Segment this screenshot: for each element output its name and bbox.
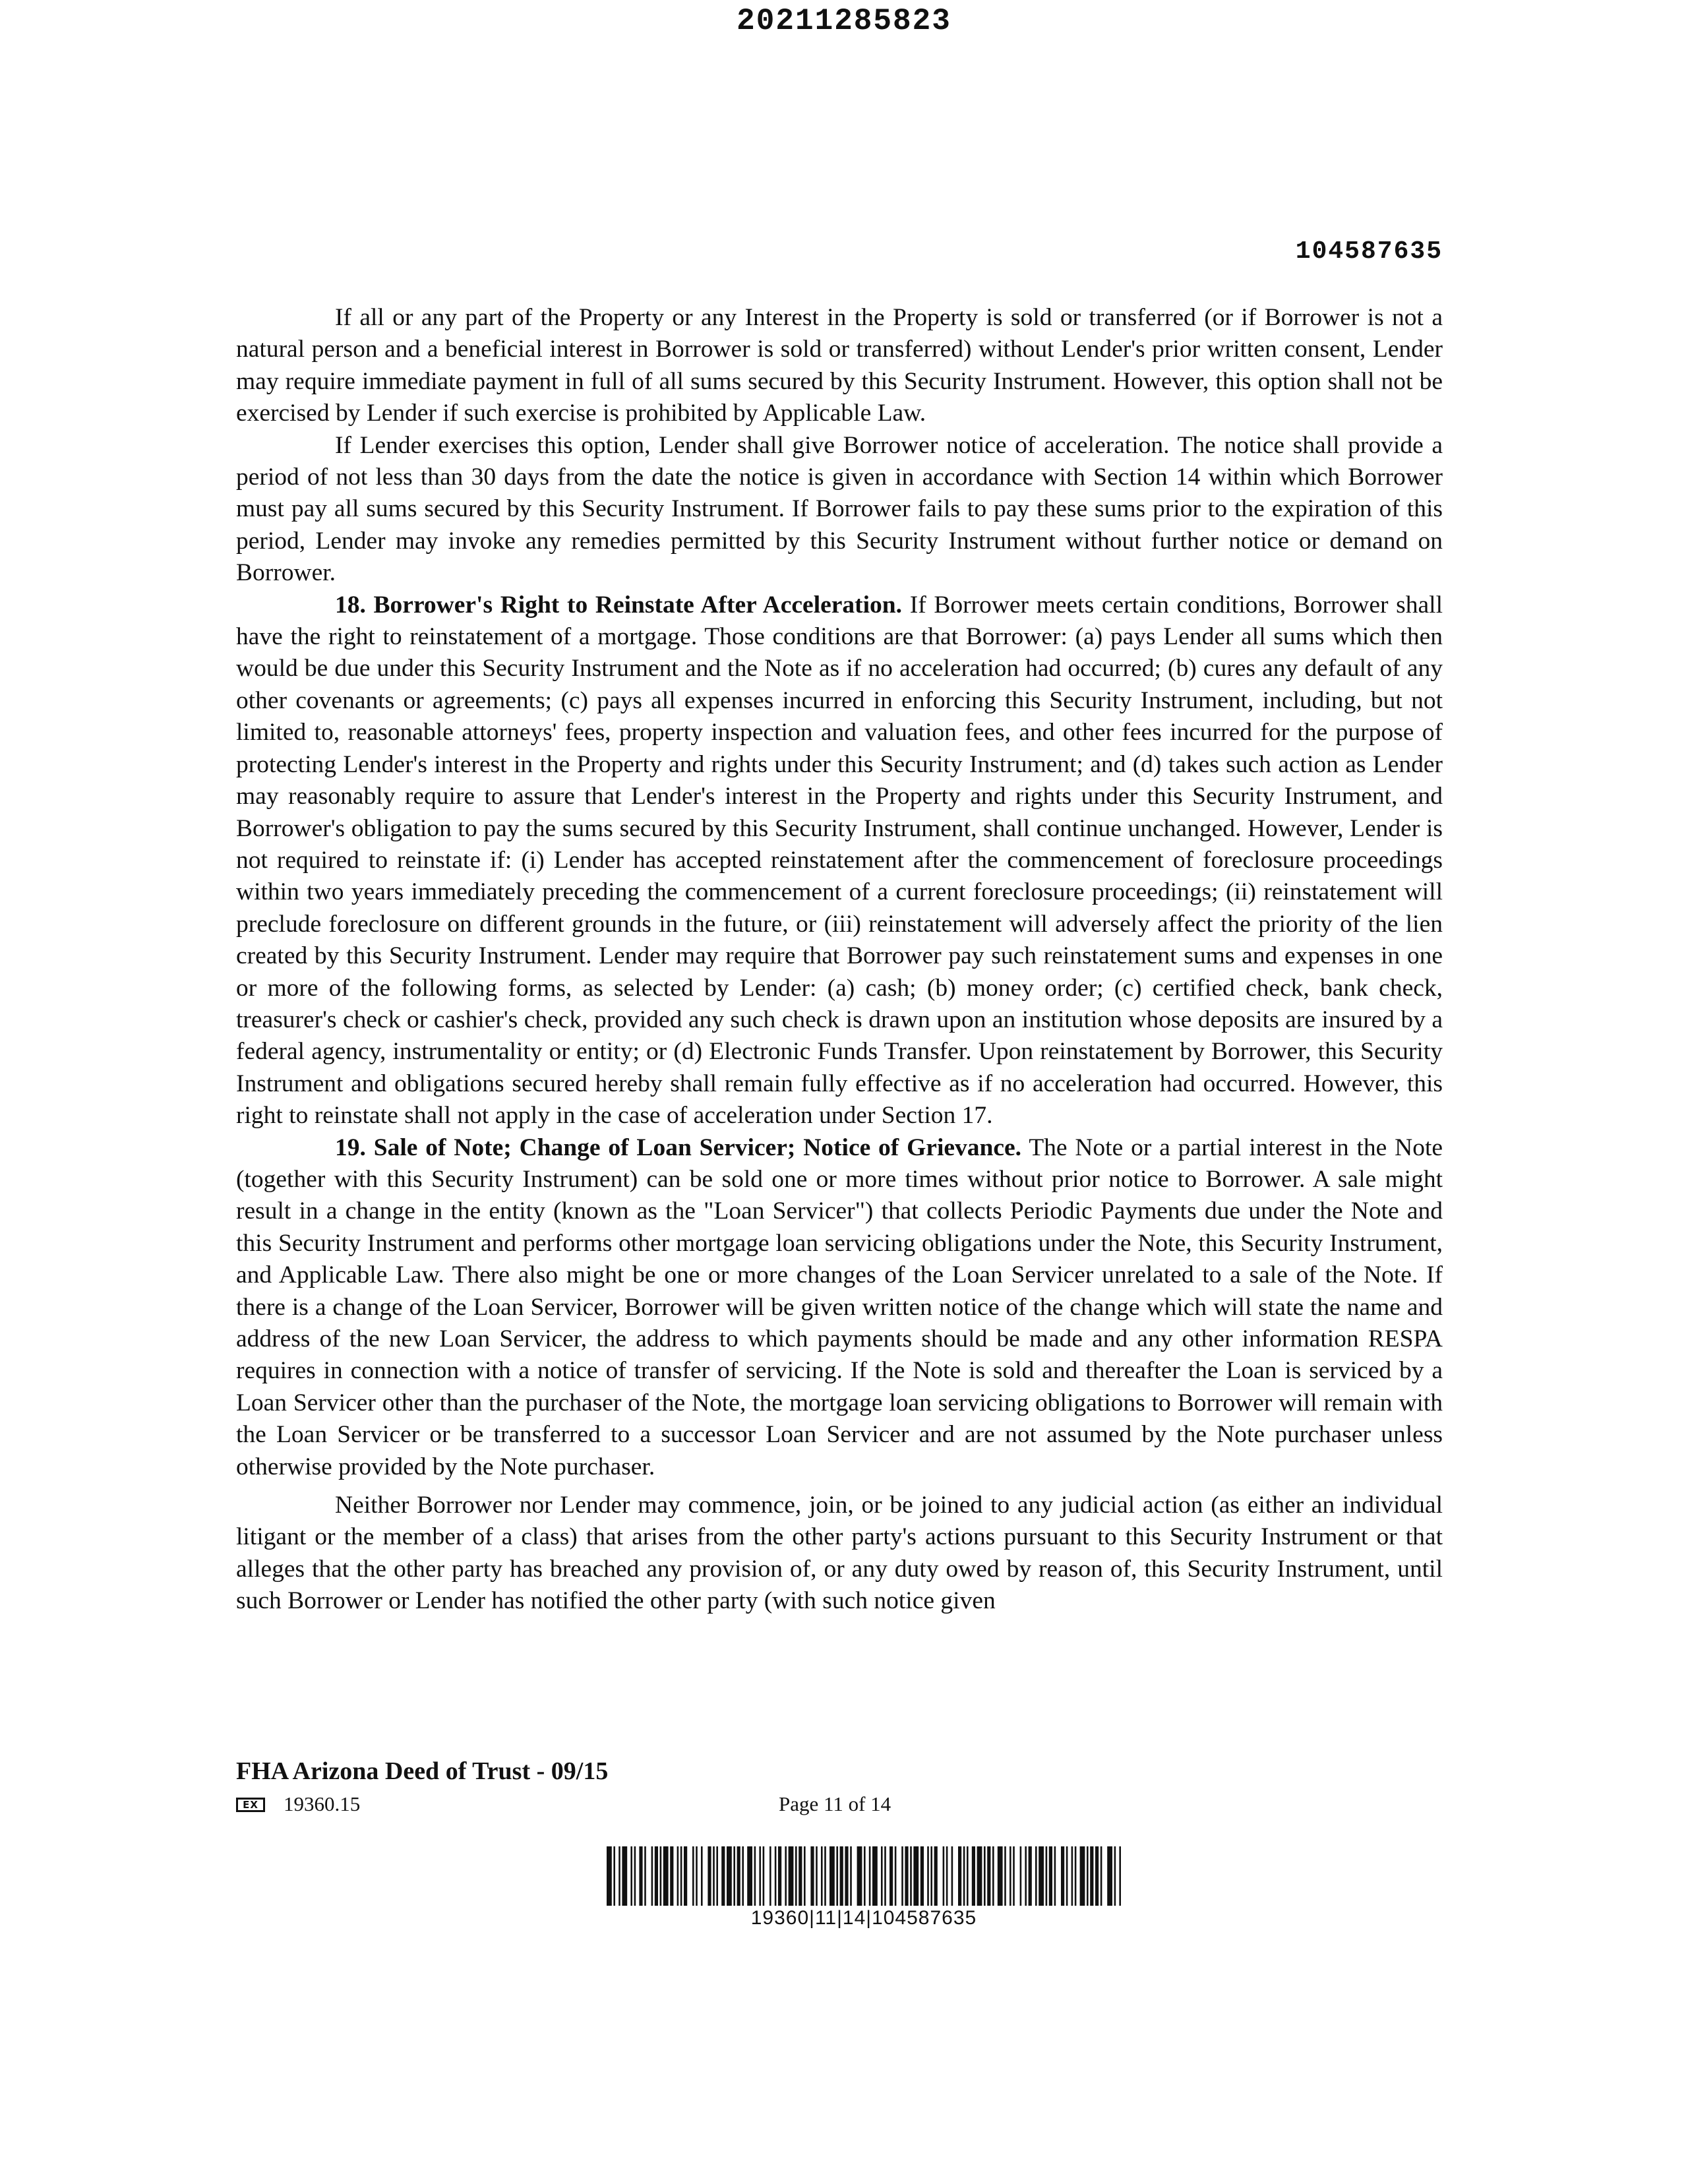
barcode-bar [972,1846,975,1906]
section-18-heading: 18. Borrower's Right to Reinstate After Acceleration. [335,591,903,619]
barcode-bar [607,1846,612,1906]
barcode-bar [821,1846,823,1906]
barcode-bar [644,1846,646,1906]
barcode-bar [670,1846,673,1906]
paragraph-acceleration-notice: If Lender exercises this option, Lender shall give Borrower notice of acceleration. The notice shall provide a period of not less than 30 days from the date the notice is given in accordance with Section 14 within which Borrower must pay all sums secured by this Security Instrument. If Borrower fails to pay these sums prior to the expiration of this period, Lender may invoke any remedies permitted by this Security Instrument without further notice or demand on Borrower. [236,431,1443,587]
barcode-bar [910,1846,912,1906]
paragraph-transfer-of-property: If all or any part of the Property or any Interest in the Property is sold or transferred (or if Borrower is not a natural person and a beneficial interest in Borrower is sold or transferred) without Lender's prior written consent, Lender may require immediate payment in full of all sums secured by this Security Instrument. However, this option shall not be exercised by Lender if such exercise is prohibited by Applicable Law. [236,304,1443,427]
barcode-bar [775,1846,777,1906]
barcode-bar [1075,1846,1077,1906]
barcode-bar [1100,1846,1102,1906]
barcode-bar [799,1846,802,1906]
recording-number: 20211285823 [737,4,951,38]
barcode-bar [663,1846,669,1906]
barcode-bar [713,1846,715,1906]
barcode-bar [1049,1846,1052,1906]
barcode-bar [977,1846,982,1906]
barcode-bar [778,1846,781,1906]
barcode-bar [824,1846,826,1906]
barcode-bar [913,1846,919,1906]
barcode-bar [864,1846,866,1906]
barcode-bar [618,1846,620,1906]
barcode-bar [680,1846,682,1906]
barcode-bar [1054,1846,1056,1906]
barcode [607,1846,1121,1906]
barcode-bar [708,1846,711,1906]
section-19-heading: 19. Sale of Note; Change of Loan Servicer; Notice of Grievance. [335,1134,1022,1161]
barcode-bar [630,1846,632,1906]
barcode-bar [829,1846,835,1906]
barcode-bar [984,1846,986,1906]
barcode-bar [869,1846,871,1906]
barcode-bar [754,1846,756,1906]
barcode-bar [684,1846,687,1906]
barcode-bar [742,1846,744,1906]
barcode-bar [696,1846,698,1906]
barcode-bar [987,1846,990,1906]
footer-info [236,1792,1027,1823]
barcode-bar [951,1846,953,1906]
barcode-bar [1010,1846,1011,1906]
barcode-bar [1095,1846,1099,1906]
barcode-bar [789,1846,794,1906]
barcode-bar [769,1846,771,1906]
barcode-bar [934,1846,938,1906]
barcode-bar [759,1846,761,1906]
barcode-bar [946,1846,948,1906]
paragraph-judicial-action: Neither Borrower nor Lender may commence, join, or be joined to any judicial action (as either an individual litigant or the member of a class) that arises from the other party's actions pursuant to this Security Instrument or that alleges that the other party has breached any provision of, or any duty owed by reason of, this Security Instrument, until such Borrower or Lender has notified the other party (with such notice given [236,1492,1443,1615]
barcode-bar [639,1846,642,1906]
barcode-bar [1020,1846,1022,1906]
barcode-bar [927,1846,929,1906]
barcode-bar [992,1846,994,1906]
barcode-bar [889,1846,893,1906]
barcode-bar [1013,1846,1015,1906]
loan-number: 104587635 [1295,237,1443,266]
barcode-bar [1107,1846,1112,1906]
barcode-bar [716,1846,718,1906]
barcode-bar [884,1846,886,1906]
barcode-bar [872,1846,878,1906]
barcode-bar [1080,1846,1085,1906]
barcode-bar [660,1846,662,1906]
barcode-bar [733,1846,735,1906]
barcode-bar [857,1846,862,1906]
section-18 [236,590,1443,1132]
barcode-bar [763,1846,765,1906]
barcode-bar [840,1846,843,1906]
section-18-text: If Borrower meets certain conditions, Borrower shall have the right to reinstatement of a mortgage. Those conditions are that Borrower: (a) pays Lender all sums which then would be due under this Security Instrument and the Note as if no acceleration had occurred; (b) cures any default of any other covenants or agreements; (c) pays all expenses incurred in enforcing this Security Instrument, including, but not limited to, reasonable attorneys' fees, property inspection and valuation fees, and other fees incurred for the purpose of protecting Lender's interest in the Property and rights under this Security Instrument; and (d) takes such action as Lender may reasonably require to assure that Lender's interest in the Property and rights under this Security Instrument, and Borrower's obligation to pay the sums secured by this Security Instrument, shall continue unchanged. However, Lender is not required to reinstate if: (i) Lender has accepted reinstatement after the commencement of foreclosure proceedings within two years immediately preceding the commencement of a current foreclosure proceedings; (ii) reinstatement will preclude foreclosure on different grounds in the future, or (iii) reinstatement will adversely affect the priority of the lien created by this Security Instrument. Lender may require that Borrower pay such reinstatement sums and expenses in one or more of the following forms, as selected by Lender: (a) cash; (b) money order; (c) certified check, bank check, treasurer's check or cashier's check, provided any such check is drawn upon an institution whose deposits are insured by a federal agency, instrumentality or entity; or (d) Electronic Funds Transfer. Upon reinstatement by Borrower, this Security Instrument and obligations secured hereby shall remain fully effective as if no acceleration had occurred. However, this right to reinstate shall not apply in the case of acceleration under Section 17. [236,591,1443,1130]
barcode-bar [1035,1846,1037,1906]
barcode-bar [1029,1846,1032,1906]
barcode-bar [1061,1846,1064,1906]
barcode-bar [721,1846,725,1906]
barcode-bar [881,1846,883,1906]
section-19-text: The Note or a partial interest in the Note (together with this Security Instrument) can be sold one or more times without prior notice to Borrower. A sale might result in a change in the entity (known as the "Loan Servicer") that collects Periodic Payments due under the Note and this Security Instrument and performs other mortgage loan servicing obligations under the Note, this Security Instrument, and Applicable Law. There also might be one or more changes of the Loan Servicer unrelated to a sale of the Note. If there is a change of the Loan Servicer, Borrower will be given written notice of the change which will state the name and address of the new Loan Servicer, the address to which payments should be made and any other information RESPA requires in connection with a notice of transfer of servicing. If the Note is sold and thereafter the Loan is serviced by a Loan Servicer other than the purchaser of the Note, the mortgage loan servicing obligations to Borrower will remain with the Loan Servicer or be transferred to a successor Loan Servicer and are not assumed by the Note purchaser unless otherwise provided by the Note purchaser. [236,1134,1443,1480]
barcode-bar [1025,1846,1027,1906]
barcode-bar [905,1846,908,1906]
barcode-bar [1071,1846,1073,1906]
barcode-bar [1004,1846,1006,1906]
page-number: Page 11 of 14 [779,1792,891,1815]
barcode-bar [804,1846,806,1906]
barcode-bar [613,1846,615,1906]
barcode-bar [901,1846,903,1906]
barcode-bar [998,1846,1003,1906]
barcode-bar [816,1846,818,1906]
barcode-bar [747,1846,752,1906]
barcode-bar [845,1846,848,1906]
barcode-bar [785,1846,787,1906]
section-19 [236,1132,1443,1483]
barcode-bar [1046,1846,1048,1906]
barcode-bar [622,1846,627,1906]
barcode-bar [958,1846,961,1906]
barcode-bar [1066,1846,1068,1906]
form-number: 19360.15 [284,1792,361,1815]
barcode-bar [677,1846,679,1906]
barcode-bar [651,1846,653,1906]
barcode-bar [727,1846,732,1906]
barcode-bar [895,1846,897,1906]
form-title: FHA Arizona Deed of Trust - 09/15 [236,1757,609,1785]
barcode-text: 19360|11|14|104587635 [750,1907,977,1929]
barcode-bar [1119,1846,1121,1906]
barcode-bar [1039,1846,1044,1906]
barcode-bar [920,1846,924,1906]
barcode-bar [810,1846,814,1906]
barcode-bar [655,1846,658,1906]
barcode-bar [1090,1846,1093,1906]
barcode-bar [963,1846,965,1906]
barcode-bar [634,1846,636,1906]
barcode-bar [1114,1846,1116,1906]
document-body [236,302,1443,1618]
barcode-bar [836,1846,838,1906]
barcode-bar [737,1846,740,1906]
barcode-bar [943,1846,945,1906]
barcode-bar [701,1846,703,1906]
barcode-bar [930,1846,932,1906]
barcode-bar [967,1846,969,1906]
barcode-bar [1087,1846,1089,1906]
ellie-mae-logo-icon: EX [236,1798,265,1812]
barcode-bar [850,1846,852,1906]
barcode-bar [692,1846,694,1906]
barcode-bar [795,1846,797,1906]
